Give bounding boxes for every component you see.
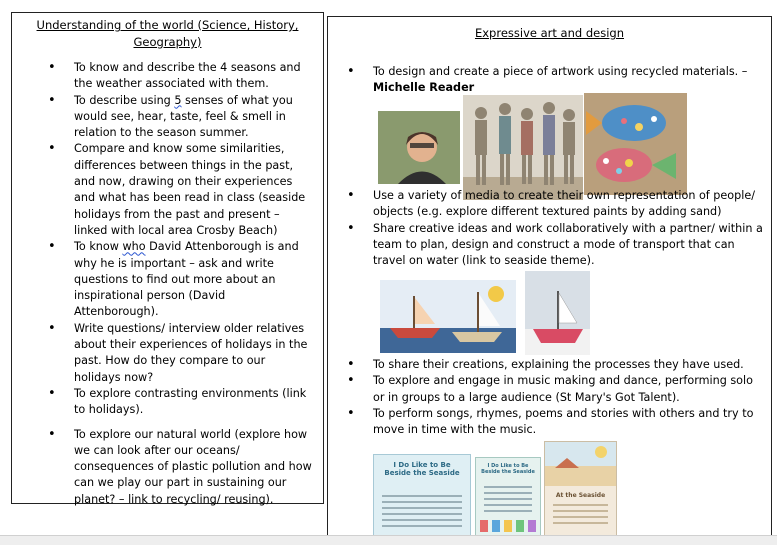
art-list-3 [373, 357, 763, 438]
who-text: who [122, 240, 146, 254]
beach-huts-icon [480, 518, 536, 532]
list-item: • To know and describe the 4 seasons and the weather associated with them. [74, 60, 312, 93]
list-item: • Write questions/ interview older relatives about their experiences of holidays in the past. How do they compare to our holidays now? [74, 321, 312, 386]
expressive-art-title: Expressive art and design [474, 26, 625, 40]
understanding-world-panel [11, 12, 324, 504]
paper-boats-photo [380, 280, 516, 353]
bottle-boat-photo [525, 271, 590, 355]
list-item: • To know who David Attenborough is and why he is important – ask and write questions to find out more about an inspirational person (David Attenborough). [74, 239, 312, 320]
list-item: • Share creative ideas and work collaboratively with a partner/ within a team to plan, design and construct a mode of transport that can travel on water (link to seaside theme). [373, 221, 763, 270]
artist-name: Michelle Reader [373, 81, 475, 95]
art-list-2 [373, 188, 763, 269]
artist-photo [378, 111, 460, 184]
list-item: • To explore and engage in music making and dance, performing solo or in groups to a large audience (St Mary's Got Talent). [373, 373, 763, 406]
lyrics-lines [484, 482, 532, 516]
list-item: • To share their creations, explaining the processes they have used. [373, 357, 763, 373]
poem-title: At the Seaside [555, 492, 606, 499]
song-lyrics-card-2 [475, 457, 541, 537]
five-text: 5 [174, 93, 182, 107]
list-item: • To explore contrasting environments (link to holidays). [74, 386, 312, 419]
fish-artwork-photo [584, 93, 687, 195]
art-list-1 [373, 64, 763, 97]
list-item: • To describe using 5 senses of what you would see, hear, taste, feel & smell in relation to the season summer. [74, 93, 312, 142]
recycled-artwork-text: To design and create a piece of artwork using recycled materials. – [373, 65, 748, 78]
expressive-art-panel [327, 16, 772, 536]
list-item: • To explore our natural world (explore how we can look after our oceans/ consequences of plastic pollution and how can we play our part in sustaining our planet? – link to recycling/ reusing). [74, 427, 312, 508]
recycled-sculptures-photo [463, 95, 583, 200]
list-item [373, 64, 763, 97]
poem-lines [553, 500, 608, 528]
song-title: I Do Like to Be Beside the Seaside [481, 463, 535, 475]
list-item: • Compare and know some similarities, differences between things in the past, and now, drawing on their experiences and what has been read in class (seaside holidays from the past and present – linked with local area Crosby Beach) [74, 141, 312, 239]
song-title: I Do Like to Be Beside the Seaside [384, 461, 460, 477]
song-lyrics-card [373, 454, 471, 537]
seaside-poem-card [544, 441, 617, 537]
lyrics-lines [382, 491, 462, 531]
list-item: • To perform songs, rhymes, poems and stories with others and try to move in time with the music. [373, 406, 763, 439]
understanding-world-title: Understanding of the world (Science, History, Geography) [36, 18, 299, 49]
understanding-world-list [74, 60, 312, 508]
beach-illustration [545, 442, 617, 486]
list-item: • Use a variety of media to create their own representation of people/ objects (e.g. explore different textured paints by adding sand) [373, 188, 763, 221]
